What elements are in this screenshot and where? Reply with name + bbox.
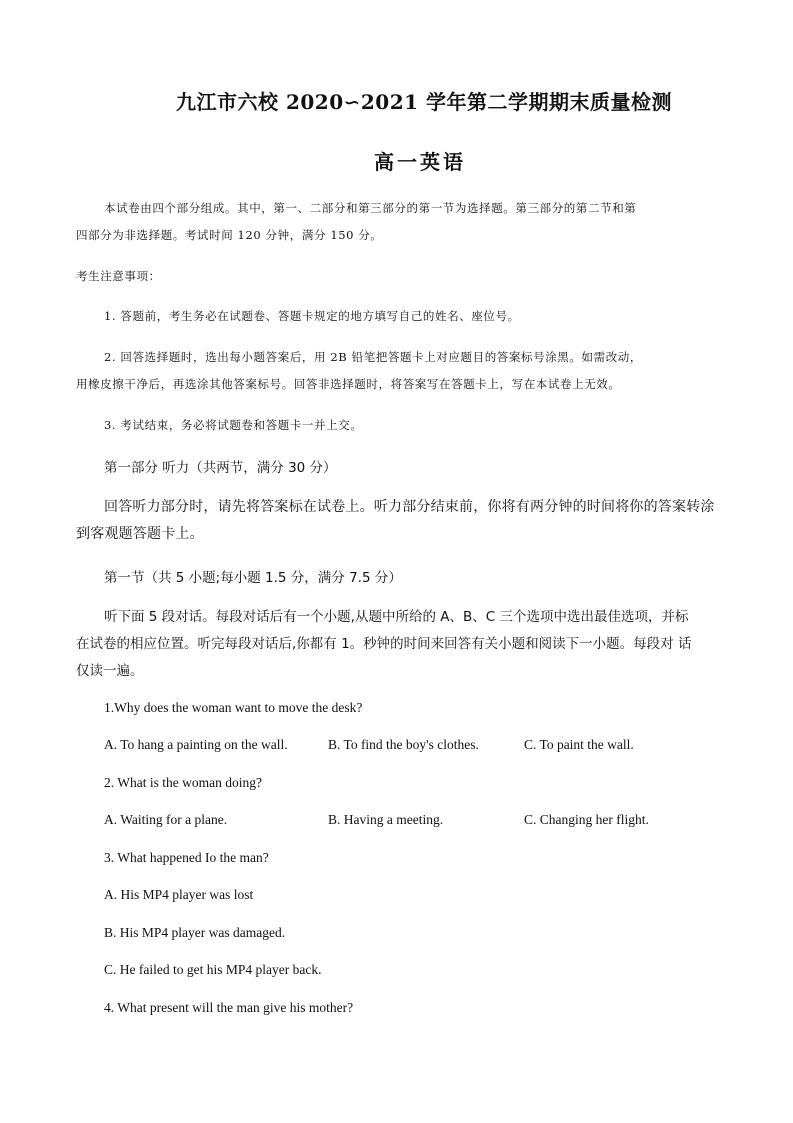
question-3-option-c: C. He failed to get his MP4 player back. bbox=[104, 962, 322, 977]
intro-line-2: 四部分为非选择题。考试时间 120 分钟，满分 150 分。 bbox=[76, 228, 383, 242]
question-2-option-a: A. Waiting for a plane. bbox=[104, 812, 228, 827]
section1-instr-line-2: 在试卷的相应位置。听完每段对话后,你都有 1。秒钟的时间来回答有关小题和阅读下一小题。每段对 话 bbox=[76, 636, 692, 652]
question-1-stem: 1.Why does the woman want to move the desk? bbox=[104, 700, 363, 715]
part1-heading: 第一部分 听力（共两节，满分 30 分） bbox=[104, 460, 337, 476]
question-2-option-c: C. Changing her flight. bbox=[524, 812, 649, 827]
notice-item-1: 1. 答题前，考生务必在试题卷、答题卡规定的地方填写自己的姓名、座位号。 bbox=[104, 309, 520, 323]
question-1-option-c: C. To paint the wall. bbox=[524, 737, 634, 752]
question-2-stem: 2. What is the woman doing? bbox=[104, 775, 262, 790]
exam-subject: 高一英语 bbox=[374, 150, 466, 174]
intro-line-1: 本试卷由四个部分组成。其中，第一、二部分和第三部分的第一节为选择题。第三部分的第二节和第 bbox=[104, 201, 637, 215]
part1-desc-line-1: 回答听力部分时，请先将答案标在试卷上。听力部分结束前，你将有两分钟的时间将你的答案转涂 bbox=[104, 499, 715, 515]
exam-title: 九江市六校 2020∽2021 学年第二学期期末质量检测 bbox=[176, 90, 673, 114]
question-2-option-b: B. Having a meeting. bbox=[328, 812, 444, 827]
notice-heading: 考生注意事项： bbox=[76, 269, 161, 283]
section1-heading: 第一节（共 5 小题;每小题 1.5 分，满分 7.5 分） bbox=[104, 570, 402, 586]
question-1-option-a: A. To hang a painting on the wall. bbox=[104, 737, 288, 752]
section1-instr-line-1: 听下面 5 段对话。每段对话后有一个小题,从题中所给的 A、B、C 三个选项中选出最佳选项，并标 bbox=[104, 609, 689, 625]
question-3-option-b: B. His MP4 player was damaged. bbox=[104, 925, 286, 940]
question-3-option-a: A. His MP4 player was lost bbox=[104, 887, 254, 902]
notice-item-3: 3. 考试结束，务必将试题卷和答题卡一并上交。 bbox=[104, 418, 363, 432]
question-4-stem: 4. What present will the man give his mother? bbox=[104, 1000, 354, 1015]
notice-item-2-line-2: 用橡皮擦干净后，再选涂其他答案标号。回答非选择题时，将答案写在答题卡上，写在本试卷上无效。 bbox=[76, 377, 621, 391]
question-3-stem: 3. What happened Io the man? bbox=[104, 850, 269, 865]
part1-desc-line-2: 到客观题答题卡上。 bbox=[76, 526, 204, 542]
question-1-option-b: B. To find the boy's clothes. bbox=[328, 737, 479, 752]
notice-item-2-line-1: 2. 回答选择题时，选出每小题答案后，用 2B 铅笔把答题卡上对应题目的答案标号涂黑。如需改动， bbox=[104, 350, 643, 364]
section1-instr-line-3: 仅读一遍。 bbox=[76, 663, 144, 679]
